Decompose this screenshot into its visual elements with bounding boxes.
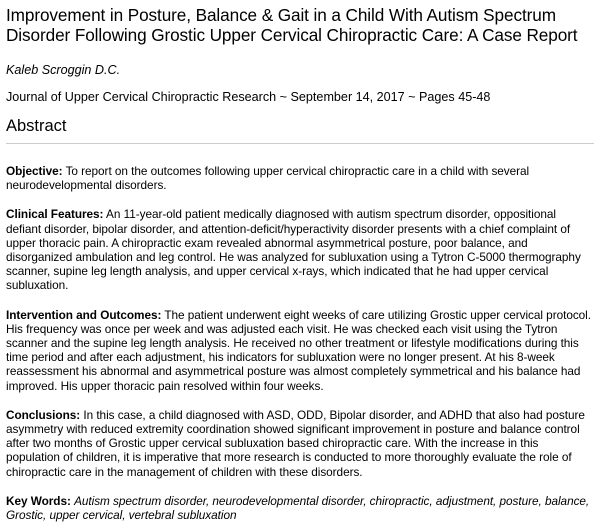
article-author: Kaleb Scroggin D.C. [6, 63, 121, 77]
abstract-conclusions [6, 408, 594, 479]
article-title: Improvement in Posture, Balance & Gait in a Child With Autism Spectrum Disorder Following Grostic Upper Cervical Chiropractic Care: A Case Report [6, 5, 578, 45]
keywords-label: Key Words: [6, 493, 71, 508]
objective-text: To report on the outcomes following upper cervical chiropractic care in a child with several neurodevelopmental disorders. [6, 164, 530, 193]
clinical-features-text: An 11-year-old patient medically diagnosed with autism spectrum disorder, oppositional defiant disorder, bipolar disorder, and attention-deficit/hyperactivity disorder presents with a chief complaint of upper thoracic pain. A chiropractic exam revealed abnormal asymmetrical posture, poor balance, and disorganized ambulation and leg control. He was analyzed for subluxation using a Tytron C-5000 thermography scanner, supine leg length analysis, and upper cervical x-rays, which indicated that he had upper cervical subluxation. [6, 207, 581, 293]
intervention-outcomes-text: The patient underwent eight weeks of care utilizing Grostic upper cervical protocol. His frequency was once per week and was adjusted each visit. He was checked each visit using the Tytron scanner and the supine leg length analysis. He received no other treatment or lifestyle modifications during this time period and after each adjustment, his indicators for subluxation were no longer present. At his 8-week reassessment his abnormal and asymmetrical posture was almost completely symmetrical and his balance had improved. His upper thoracic pain resolved within four weeks. [6, 307, 591, 393]
abstract-clinical-features [6, 207, 594, 292]
keywords-text: Autism spectrum disorder, neurodevelopmental disorder, chiropractic, adjustment, posture, balance, Grostic, upper cervical, vertebral subluxation [6, 493, 590, 522]
intervention-outcomes-label: Intervention and Outcomes: [6, 307, 162, 322]
conclusions-label: Conclusions: [6, 407, 81, 422]
abstract-objective [6, 164, 594, 192]
conclusions-text: In this case, a child diagnosed with ASD, ODD, Bipolar disorder, and ADHD that also had posture asymmetry with reduced extremity coordination showed significant improvement in posture and balance control after two months of Grostic upper cervical subluxation based chiropractic care. With the increase in this population of children, it is imperative that more research is conducted to more thoroughly evaluate the role of chiropractic care in the management of children with these disorders. [6, 407, 585, 479]
abstract-intervention-outcomes [6, 308, 594, 393]
clinical-features-label: Clinical Features: [6, 207, 104, 222]
journal-citation: Journal of Upper Cervical Chiropractic Research ~ September 14, 2017 ~ Pages 45-48 [6, 90, 491, 104]
abstract-heading: Abstract [6, 117, 67, 135]
abstract-divider [6, 143, 594, 144]
abstract-keywords [6, 494, 594, 522]
objective-label: Objective: [6, 164, 63, 178]
